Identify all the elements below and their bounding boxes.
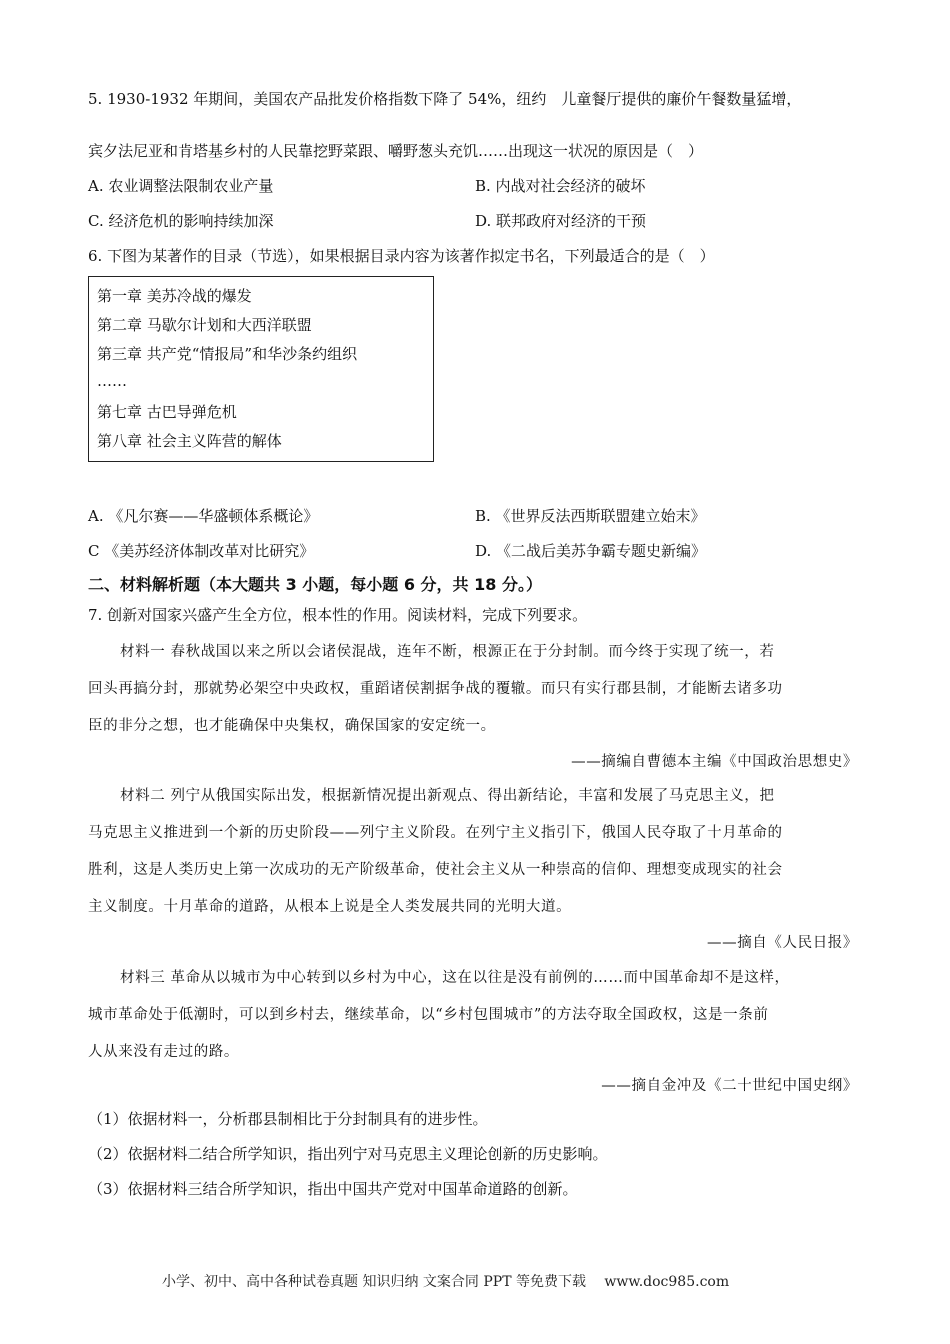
material3-line: 城市革命处于低潮时，可以到乡村去，继续革命，以“乡村包围城市”的方法夺取全国政权，这是一条前 [88, 1007, 769, 1023]
q6-option-a: A. 《凡尔赛——华盛顿体系概论》 [88, 507, 319, 525]
material1-source: ——摘编自曹德本主编《中国政治思想史》 [571, 754, 858, 770]
q7-stem: 7. 创新对国家兴盛产生全方位，根本性的作用。阅读材料，完成下列要求。 [88, 606, 588, 624]
q5-option-a: A. 农业调整法限制农业产量 [88, 177, 274, 195]
q7-subquestion-3: （3）依据材料三结合所学知识，指出中国共产党对中国革命道路的创新。 [88, 1180, 578, 1198]
material2-line: 胜利，这是人类历史上第一次成功的无产阶级革命，使社会主义从一种崇高的信仰、理想变成现实的社会 [88, 862, 783, 878]
q6-stem: 6. 下图为某著作的目录（节选），如果根据目录内容为该著作拟定书名，下列最适合的是（ ） [88, 247, 715, 265]
table-of-contents-box [88, 276, 434, 462]
material3-line: 材料三 革命从以城市为中心转到以乡村为中心，这在以往是没有前例的……而中国革命却不是这样， [120, 970, 790, 986]
q5-option-b: B. 内战对社会经济的破坏 [475, 177, 646, 195]
material2-line: 材料二 列宁从俄国实际出发，根据新情况提出新观点、得出新结论，丰富和发展了马克思主义，把 [120, 788, 775, 804]
toc-item: …… [97, 372, 127, 390]
q6-option-c: C 《美苏经济体制改革对比研究》 [88, 542, 315, 560]
material1-line: 臣的非分之想，也才能确保中央集权，确保国家的安定统一。 [88, 718, 496, 734]
material2-line: 主义制度。十月革命的道路，从根本上说是全人类发展共同的光明大道。 [88, 899, 572, 915]
q5-stem-line2: 宾夕法尼亚和肯塔基乡村的人民靠挖野菜跟、嚼野葱头充饥……出现这一状况的原因是（ ） [88, 142, 704, 160]
material1-line: 材料一 春秋战国以来之所以会诸侯混战，连年不断，根源正在于分封制。而今终于实现了统一，若 [120, 644, 775, 660]
section-title: 二、材料解析题（本大题共 3 小题，每小题 6 分，共 18 分。） [88, 575, 542, 594]
q5-option-c: C. 经济危机的影响持续加深 [88, 212, 274, 230]
material1-line: 回头再搞分封，那就势必架空中央政权，重蹈诸侯割据争战的覆辙。而只有实行郡县制，才能断去诸多功 [88, 681, 783, 697]
q5-stem-line1: 5. 1930-1932 年期间，美国农产品批发价格指数下降了 54%，纽约 儿童餐厅提供的廉价午餐数量猛增， [88, 90, 802, 108]
footer-text: 小学、初中、高中各种试卷真题 知识归纳 文案合同 PPT 等免费下载 www.doc985.com [162, 1274, 730, 1290]
material3-source: ——摘自金冲及《二十世纪中国史纲》 [601, 1078, 858, 1094]
toc-item: 第七章 古巴导弹危机 [97, 403, 237, 421]
material2-source: ——摘自《人民日报》 [707, 935, 858, 951]
toc-item: 第八章 社会主义阵营的解体 [97, 432, 282, 450]
q6-option-b: B. 《世界反法西斯联盟建立始末》 [475, 507, 706, 525]
toc-item: 第一章 美苏冷战的爆发 [97, 287, 252, 305]
q7-subquestion-2: （2）依据材料二结合所学知识，指出列宁对马克思主义理论创新的历史影响。 [88, 1145, 608, 1163]
toc-item: 第二章 马歇尔计划和大西洋联盟 [97, 316, 312, 334]
q7-subquestion-1: （1）依据材料一，分析郡县制相比于分封制具有的进步性。 [88, 1110, 488, 1128]
material3-line: 人从来没有走过的路。 [88, 1044, 239, 1060]
toc-item: 第三章 共产党“情报局”和华沙条约组织 [97, 345, 358, 363]
material2-line: 马克思主义推进到一个新的历史阶段——列宁主义阶段。在列宁主义指引下，俄国人民夺取了十月革命的 [88, 825, 783, 841]
q6-option-d: D. 《二战后美苏争霸专题史新编》 [475, 542, 707, 560]
q5-option-d: D. 联邦政府对经济的干预 [475, 212, 647, 230]
